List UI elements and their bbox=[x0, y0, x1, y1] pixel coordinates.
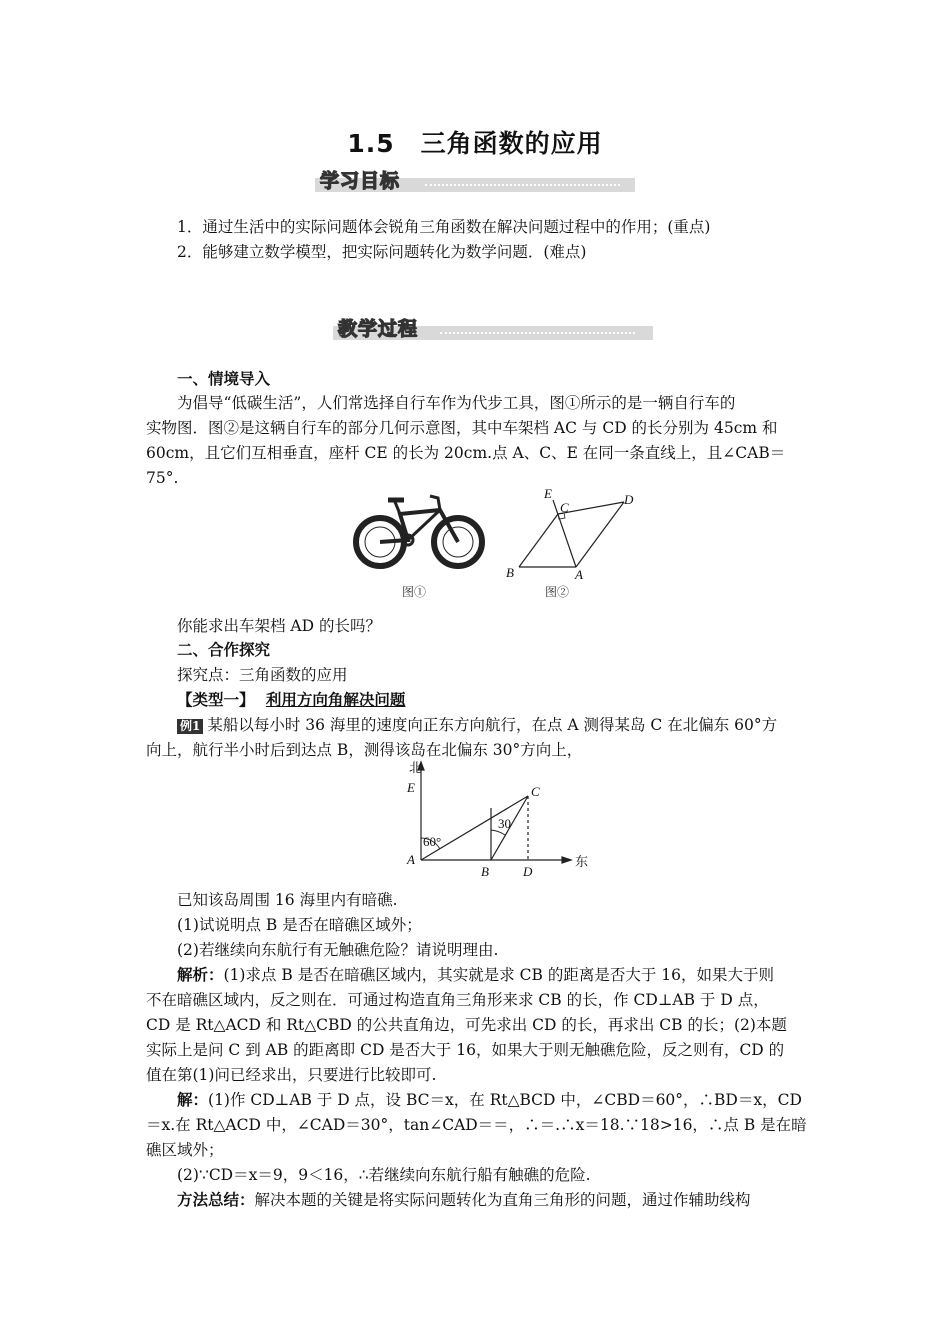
page-title: 1.5 三角函数的应用 bbox=[347, 129, 603, 158]
section1-line-4: 75°. bbox=[146, 469, 179, 487]
analysis-line-1 bbox=[177, 963, 774, 987]
analysis-line-5: 值在第(1)问已经求出，只要进行比较即可. bbox=[146, 1066, 437, 1084]
direction-figure bbox=[395, 758, 595, 883]
example-line-2: 向上，航行半小时后到达点 B，测得该岛在北偏东 30°方向上， bbox=[146, 741, 583, 759]
fig1-caption: 图① bbox=[402, 585, 427, 599]
goal-item-2: 2．能够建立数学模型，把实际问题转化为数学问题．(难点) bbox=[177, 243, 587, 261]
section1-line-2: 实物图．图②是这辆自行车的部分几何示意图，其中车架档 AC 与 CD 的长分别为 45cm 和 bbox=[146, 419, 778, 437]
geometry-figure-2 bbox=[498, 482, 648, 582]
goal-item-1: 1．通过生活中的实际问题体会锐角三角函数在解决问题过程中的作用；(重点) bbox=[177, 218, 711, 236]
analysis-label: 解析： bbox=[177, 965, 224, 984]
fig3-label-b: B bbox=[481, 864, 489, 879]
analysis-line-3: CD 是 Rt△ACD 和 Rt△CBD 的公共直角边，可先求出 CD 的长，再求出 CB 的长；(2)本题 bbox=[146, 1016, 787, 1034]
fig2-label-c: C bbox=[560, 500, 569, 515]
section1-line-1: 为倡导“低碳生活”，人们常选择自行车作为代步工具，图①所示的是一辆自行车的 bbox=[177, 394, 736, 412]
section2-topic: 探究点：三角函数的应用 bbox=[177, 666, 348, 684]
process-banner-label: 教学过程 bbox=[338, 318, 419, 340]
fig3-label-north: 北 bbox=[409, 760, 423, 775]
section2-heading: 二、合作探究 bbox=[177, 640, 271, 659]
section1-line-3: 60cm，且它们互相垂直，座杆 CE 的长为 20cm.点 A、C、E 在同一条直线上，且∠CAB＝ bbox=[146, 444, 786, 462]
fig3-angle-30: 30 bbox=[498, 816, 511, 831]
fig3-label-e: E bbox=[407, 780, 415, 795]
solution-line-4: (2)∵CD＝x＝9，9＜16，∴若继续向东航行船有触礁的危险. bbox=[177, 1166, 591, 1184]
fig2-label-e: E bbox=[544, 486, 552, 501]
method-text: 解决本题的关键是将实际问题转化为直角三角形的问题，通过作辅助线构 bbox=[254, 1191, 751, 1209]
fig3-label-east: 东 bbox=[575, 854, 589, 869]
fig3-angle-60: 60° bbox=[423, 834, 442, 849]
fig2-label-d: D bbox=[624, 492, 634, 507]
example-line-1 bbox=[177, 713, 777, 737]
solution-line-2: ＝x.在 Rt△ACD 中，∠CAD＝30°，tan∠CAD＝＝，∴＝.∴x＝18.∵18>16，∴点 B 是在暗 bbox=[146, 1116, 807, 1134]
section1-heading: 一、情境导入 bbox=[177, 369, 271, 388]
fig2-caption: 图② bbox=[545, 585, 570, 599]
analysis-line-2: 不在暗礁区域内，反之则在．可通过构造直角三角形来求 CB 的长，作 CD⊥AB 于 D 点， bbox=[146, 991, 769, 1009]
type1-title: 利用方向角解决问题 bbox=[265, 690, 406, 709]
method-line bbox=[177, 1188, 751, 1212]
solution-label: 解： bbox=[177, 1090, 209, 1109]
after-fig-line-1: 已知该岛周围 16 海里内有暗礁. bbox=[177, 891, 398, 909]
solution-line-1 bbox=[177, 1088, 802, 1112]
bicycle-figure bbox=[350, 492, 490, 582]
analysis-line-4: 实际上是问 C 到 AB 的距离即 CD 是否大于 16，如果大于则无触礁危险，反之则有，CD 的 bbox=[146, 1041, 785, 1059]
process-banner-dots bbox=[440, 332, 635, 334]
fig3-label-a: A bbox=[407, 852, 415, 867]
after-fig-line-2: (1)试说明点 B 是否在暗礁区域外； bbox=[177, 916, 422, 934]
fig3-label-d: D bbox=[523, 864, 533, 879]
after-fig-line-3: (2)若继续向东航行有无触礁危险？请说明理由. bbox=[177, 941, 499, 959]
fig3-label-c: C bbox=[531, 784, 540, 799]
type1-tag: 【类型一】 bbox=[177, 690, 255, 709]
example-badge: 例1 bbox=[177, 719, 203, 734]
type1-header bbox=[177, 688, 405, 712]
fig2-label-b: B bbox=[506, 565, 514, 580]
goals-banner-label: 学习目标 bbox=[320, 170, 401, 192]
analysis-text-1: (1)求点 B 是否在暗礁区域内，其实就是求 CB 的距离是否大于 16，如果大于则 bbox=[223, 966, 774, 984]
example-text-1: 某船以每小时 36 海里的速度向正东方向航行，在点 A 测得某岛 C 在北偏东 60°方 bbox=[207, 716, 778, 734]
section1-question: 你能求出车架档 AD 的长吗？ bbox=[177, 617, 381, 635]
solution-text-1: (1)作 CD⊥AB 于 D 点，设 BC＝x，在 Rt△BCD 中，∠CBD＝60°，∴BD＝x，CD bbox=[208, 1091, 802, 1109]
method-label: 方法总结： bbox=[177, 1190, 255, 1209]
goals-banner-dots bbox=[425, 184, 620, 186]
solution-line-3: 礁区域外； bbox=[146, 1141, 224, 1159]
fig2-label-a: A bbox=[575, 567, 583, 582]
